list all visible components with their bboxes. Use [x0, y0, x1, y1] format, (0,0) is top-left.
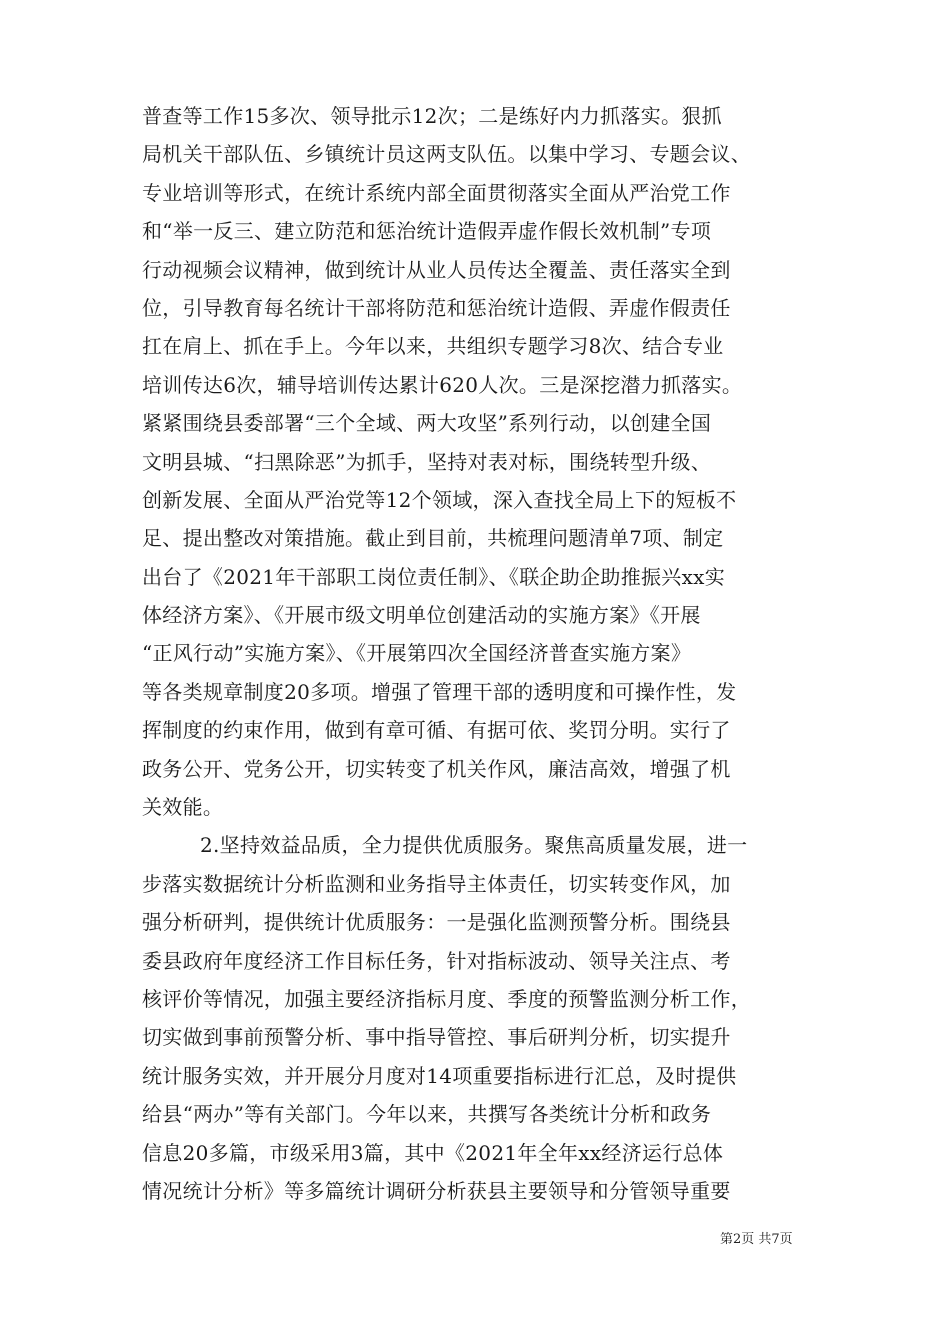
paragraph-start-line: 2.坚持效益品质，全力提供优质服务。聚焦高质量发展，进一 [200, 833, 748, 858]
text-line: 扛在肩上、抓在手上。今年以来，共组织专题学习8次、结合专业 [142, 334, 724, 359]
text-line: 出台了《2021年干部职工岗位责任制》、《联企助企助推振兴xx实 [142, 564, 726, 589]
page-number: 第2页 共7页 [720, 1232, 793, 1247]
text-line: 专业培训等形式，在统计系统内部全面贯彻落实全面从严治党工作 [142, 180, 731, 205]
text-line: 挥制度的约束作用，做到有章可循、有据可依、奖罚分明。实行了 [142, 718, 731, 743]
text-line: 强分析研判，提供统计优质服务：一是强化监测预警分析。围绕县 [142, 910, 731, 935]
text-line: 步落实数据统计分析监测和业务指导主体责任，切实转变作风，加 [142, 871, 731, 896]
text-line: 创新发展、全面从严治党等12个领域，深入查找全局上下的短板不 [142, 487, 737, 512]
text-line: 核评价等情况，加强主要经济指标月度、季度的预警监测分析工作， [142, 986, 751, 1011]
text-line: 局机关干部队伍、乡镇统计员这两支队伍。以集中学习、专题会议、 [142, 142, 751, 167]
text-line: 和“举一反三、建立防范和惩治统计造假弄虚作假长效机制”专项 [142, 219, 712, 244]
text-line: 信息20多篇，市级采用3篇，其中《2021年全年xx经济运行总体 [142, 1140, 724, 1165]
text-line: 普查等工作15多次、领导批示12次；二是练好内力抓落实。狠抓 [142, 104, 722, 128]
text-line: 行动视频会议精神，做到统计从业人员传达全覆盖、责任落实全到 [142, 257, 731, 282]
text-line: “正风行动”实施方案》、《开展第四次全国经济普查实施方案》 [142, 641, 692, 666]
text-line: 给县“两办”等有关部门。今年以来，共撰写各类统计分析和政务 [142, 1102, 712, 1127]
text-line: 关效能。 [142, 795, 224, 820]
text-line: 等各类规章制度20多项。增强了管理干部的透明度和可操作性，发 [142, 679, 737, 704]
text-line: 文明县城、“扫黑除恶”为抓手，坚持对表对标，围绕转型升级、 [142, 449, 712, 474]
text-line: 政务公开、党务公开，切实转变了机关作风，廉洁高效，增强了机 [142, 756, 731, 781]
body-text [142, 97, 822, 1210]
text-line: 切实做到事前预警分析、事中指导管控、事后研判分析，切实提升 [142, 1025, 731, 1050]
text-line: 培训传达6次，辅导培训传达累计620人次。三是深挖潜力抓落实。 [142, 372, 743, 397]
text-line: 位，引导教育每名统计干部将防范和惩治统计造假、弄虚作假责任 [142, 295, 731, 320]
text-line: 统计服务实效，并开展分月度对14项重要指标进行汇总，及时提供 [142, 1063, 737, 1088]
text-line: 委县政府年度经济工作目标任务，针对指标波动、领导关注点、考 [142, 948, 731, 973]
text-line: 紧紧围绕县委部署“三个全域、两大攻坚”系列行动，以创建全国 [142, 411, 712, 436]
text-line: 足、提出整改对策措施。截止到目前，共梳理问题清单7项、制定 [142, 526, 724, 551]
text-line: 体经济方案》、《开展市级文明单位创建活动的实施方案》《开展 [142, 603, 701, 628]
text-line: 情况统计分析》等多篇统计调研分析获县主要领导和分管领导重要 [142, 1178, 731, 1203]
